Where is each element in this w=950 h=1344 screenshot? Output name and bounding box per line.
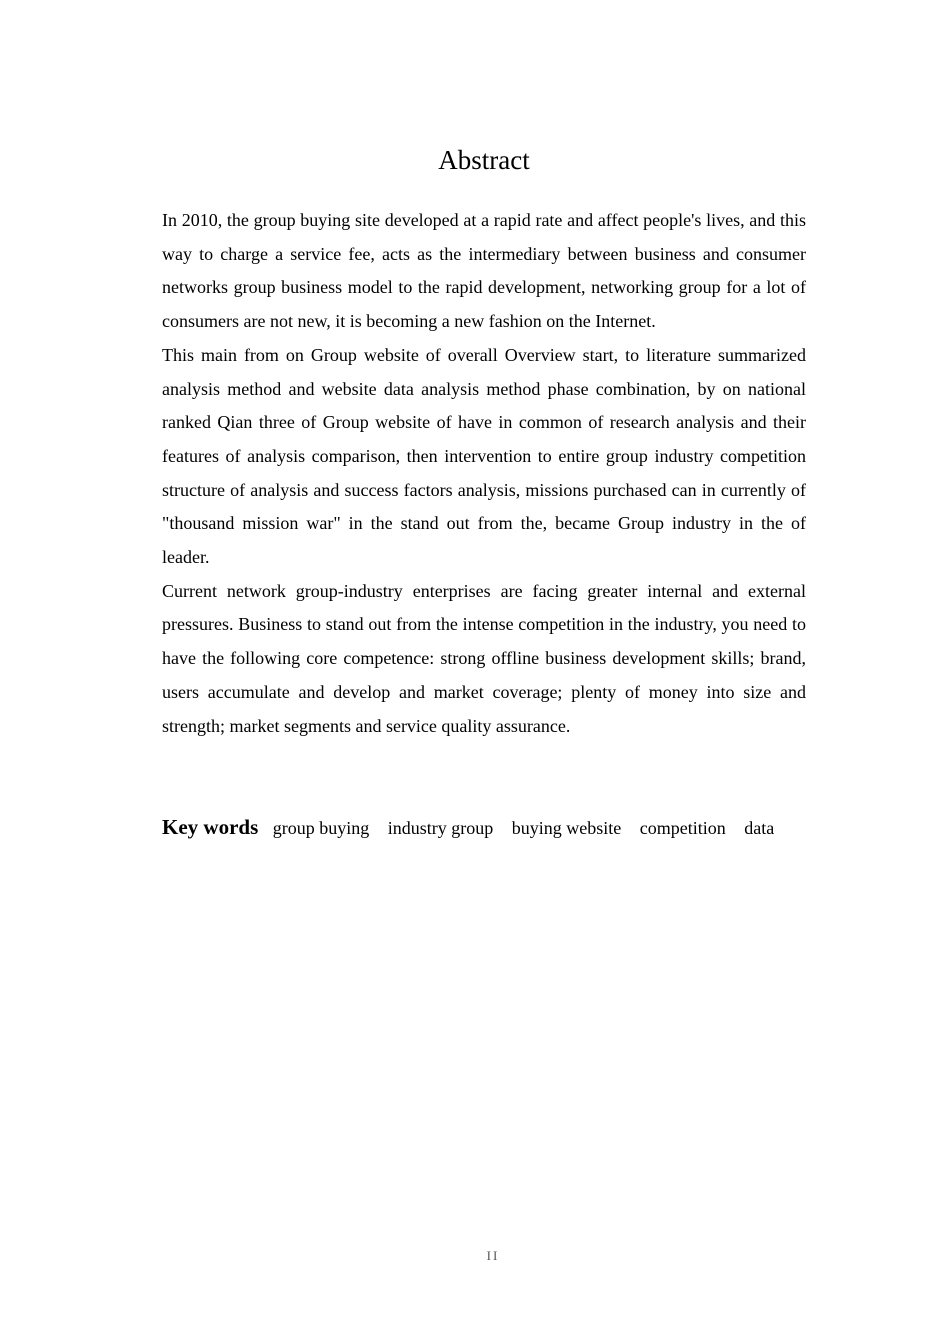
keyword-item: group buying xyxy=(272,818,370,838)
abstract-paragraph-3: Current network group-industry enterprises are facing greater internal and external pressures. Business to stand out from the intense competition in the industry, you need to have the following core competence: strong offline business development skills; brand, users accumulate and develop and market coverage; plenty of money into size and strength; market segments and service quality assurance. xyxy=(162,580,806,736)
abstract-paragraph-2: This main from on Group website of overall Overview start, to literature summarized analysis method and website data analysis method phase combination, by on national ranked Qian three of Group website of have in common of research analysis and their features of analysis comparison, then intervention to entire group industry competition structure of analysis and success factors analysis, missions purchased can in currently of "thousand mission war" in the stand out from the, became Group industry in the of leader. xyxy=(162,344,806,568)
keywords-label: Key words xyxy=(162,815,259,839)
abstract-paragraph-1: In 2010, the group buying site developed at a rapid rate and affect people's lives, and this way to charge a service fee, acts as the intermediary between business and consumer networks group business model to the rapid development, networking group for a lot of consumers are not new, it is becoming a new fashion on the Internet. xyxy=(162,210,806,332)
keyword-item: buying website xyxy=(511,818,622,838)
abstract-body xyxy=(162,204,806,743)
keyword-item: data xyxy=(744,818,775,838)
keywords-line xyxy=(162,811,822,845)
keyword-item: competition xyxy=(639,818,726,838)
keyword-item: industry group xyxy=(387,818,494,838)
abstract-title: Abstract xyxy=(438,145,530,175)
page-number: II xyxy=(486,1248,500,1263)
